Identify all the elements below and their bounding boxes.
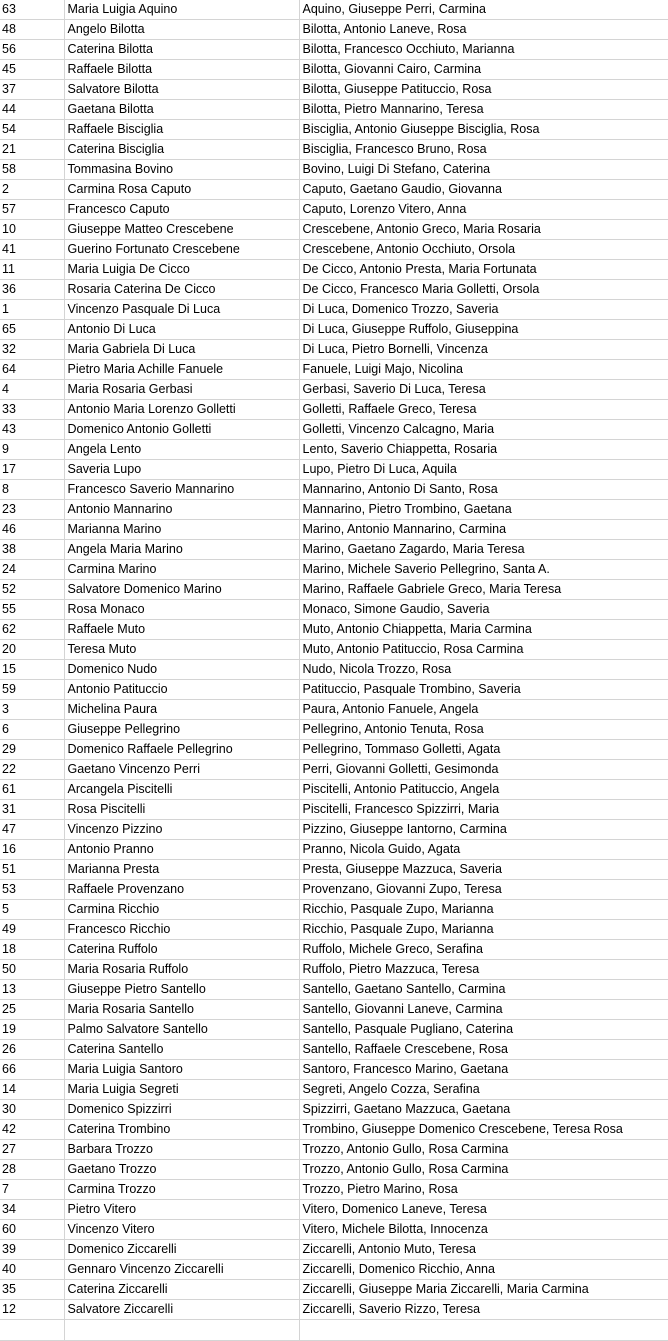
table-row <box>0 380 668 400</box>
table-row <box>0 1300 668 1320</box>
cell-person-name[interactable]: Antonio Mannarino <box>64 500 299 520</box>
cell-parents[interactable]: Santoro, Francesco Marino, Gaetana <box>299 1060 668 1080</box>
table-row <box>0 120 668 140</box>
cell-id-number[interactable]: 22 <box>0 760 64 780</box>
table-row <box>0 1160 668 1180</box>
empty-cell[interactable] <box>64 1320 299 1341</box>
table-row <box>0 1060 668 1080</box>
cell-id-number[interactable]: 38 <box>0 540 64 560</box>
table-row <box>0 700 668 720</box>
cell-id-number[interactable]: 65 <box>0 320 64 340</box>
table-row <box>0 980 668 1000</box>
cell-person-name[interactable]: Gennaro Vincenzo Ziccarelli <box>64 1260 299 1280</box>
table-row <box>0 1040 668 1060</box>
cell-person-name[interactable]: Salvatore Domenico Marino <box>64 580 299 600</box>
cell-parents[interactable]: Pellegrino, Tommaso Golletti, Agata <box>299 740 668 760</box>
cell-id-number[interactable]: 58 <box>0 160 64 180</box>
cell-id-number[interactable]: 6 <box>0 720 64 740</box>
table-row <box>0 560 668 580</box>
cell-id-number[interactable]: 49 <box>0 920 64 940</box>
cell-parents[interactable]: Segreti, Angelo Cozza, Serafina <box>299 1080 668 1100</box>
cell-id-number[interactable]: 13 <box>0 980 64 1000</box>
cell-id-number[interactable]: 28 <box>0 1160 64 1180</box>
cell-parents[interactable]: Patituccio, Pasquale Trombino, Saveria <box>299 680 668 700</box>
cell-person-name[interactable]: Carmina Marino <box>64 560 299 580</box>
cell-person-name[interactable]: Maria Gabriela Di Luca <box>64 340 299 360</box>
cell-id-number[interactable]: 53 <box>0 880 64 900</box>
cell-parents[interactable]: Ziccarelli, Giuseppe Maria Ziccarelli, Maria Carmina <box>299 1280 668 1300</box>
cell-person-name[interactable]: Angelo Bilotta <box>64 20 299 40</box>
cell-parents[interactable]: Ziccarelli, Domenico Ricchio, Anna <box>299 1260 668 1280</box>
cell-person-name[interactable]: Marianna Presta <box>64 860 299 880</box>
cell-parents[interactable]: Provenzano, Giovanni Zupo, Teresa <box>299 880 668 900</box>
cell-id-number[interactable]: 19 <box>0 1020 64 1040</box>
cell-parents[interactable]: Trozzo, Pietro Marino, Rosa <box>299 1180 668 1200</box>
cell-person-name[interactable]: Antonio Maria Lorenzo Golletti <box>64 400 299 420</box>
cell-id-number[interactable]: 3 <box>0 700 64 720</box>
table-row <box>0 80 668 100</box>
table-row <box>0 260 668 280</box>
table-row <box>0 600 668 620</box>
cell-id-number[interactable]: 7 <box>0 1180 64 1200</box>
cell-parents[interactable]: Lupo, Pietro Di Luca, Aquila <box>299 460 668 480</box>
cell-person-name[interactable]: Domenico Antonio Golletti <box>64 420 299 440</box>
cell-parents[interactable]: Vitero, Domenico Laneve, Teresa <box>299 1200 668 1220</box>
cell-parents[interactable]: Vitero, Michele Bilotta, Innocenza <box>299 1220 668 1240</box>
cell-parents[interactable]: Di Luca, Domenico Trozzo, Saveria <box>299 300 668 320</box>
table-row <box>0 1240 668 1260</box>
cell-id-number[interactable]: 36 <box>0 280 64 300</box>
table-row <box>0 180 668 200</box>
cell-person-name[interactable]: Giuseppe Pietro Santello <box>64 980 299 1000</box>
cell-id-number[interactable]: 18 <box>0 940 64 960</box>
cell-person-name[interactable]: Caterina Bilotta <box>64 40 299 60</box>
table-row <box>0 620 668 640</box>
cell-parents[interactable]: Caputo, Gaetano Gaudio, Giovanna <box>299 180 668 200</box>
cell-parents[interactable]: Trozzo, Antonio Gullo, Rosa Carmina <box>299 1140 668 1160</box>
cell-id-number[interactable]: 17 <box>0 460 64 480</box>
cell-person-name[interactable]: Caterina Santello <box>64 1040 299 1060</box>
cell-person-name[interactable]: Domenico Nudo <box>64 660 299 680</box>
cell-id-number[interactable]: 23 <box>0 500 64 520</box>
table-row <box>0 540 668 560</box>
cell-person-name[interactable]: Gaetana Bilotta <box>64 100 299 120</box>
cell-person-name[interactable]: Carmina Trozzo <box>64 1180 299 1200</box>
cell-id-number[interactable]: 5 <box>0 900 64 920</box>
cell-parents[interactable]: Santello, Gaetano Santello, Carmina <box>299 980 668 1000</box>
cell-person-name[interactable]: Giuseppe Matteo Crescebene <box>64 220 299 240</box>
cell-person-name[interactable]: Maria Luigia Segreti <box>64 1080 299 1100</box>
cell-person-name[interactable]: Vincenzo Pizzino <box>64 820 299 840</box>
cell-person-name[interactable]: Salvatore Bilotta <box>64 80 299 100</box>
cell-parents[interactable]: Bisciglia, Francesco Bruno, Rosa <box>299 140 668 160</box>
table-row <box>0 200 668 220</box>
cell-person-name[interactable]: Teresa Muto <box>64 640 299 660</box>
cell-id-number[interactable]: 16 <box>0 840 64 860</box>
table-row <box>0 960 668 980</box>
table-row <box>0 280 668 300</box>
cell-person-name[interactable]: Vincenzo Vitero <box>64 1220 299 1240</box>
cell-id-number[interactable]: 32 <box>0 340 64 360</box>
cell-parents[interactable]: Bilotta, Antonio Laneve, Rosa <box>299 20 668 40</box>
cell-id-number[interactable]: 50 <box>0 960 64 980</box>
cell-parents[interactable]: Perri, Giovanni Golletti, Gesimonda <box>299 760 668 780</box>
cell-parents[interactable]: Ziccarelli, Saverio Rizzo, Teresa <box>299 1300 668 1320</box>
empty-cell[interactable] <box>299 1320 668 1341</box>
cell-person-name[interactable]: Michelina Paura <box>64 700 299 720</box>
cell-parents[interactable]: Lento, Saverio Chiappetta, Rosaria <box>299 440 668 460</box>
cell-id-number[interactable]: 37 <box>0 80 64 100</box>
cell-parents[interactable]: De Cicco, Antonio Presta, Maria Fortunata <box>299 260 668 280</box>
cell-parents[interactable]: Bilotta, Giovanni Cairo, Carmina <box>299 60 668 80</box>
table-row <box>0 1100 668 1120</box>
table-row <box>0 1020 668 1040</box>
table-row <box>0 840 668 860</box>
cell-id-number[interactable]: 31 <box>0 800 64 820</box>
cell-parents[interactable]: Ziccarelli, Antonio Muto, Teresa <box>299 1240 668 1260</box>
table-row <box>0 100 668 120</box>
cell-id-number[interactable]: 45 <box>0 60 64 80</box>
cell-id-number[interactable]: 15 <box>0 660 64 680</box>
table-row <box>0 160 668 180</box>
cell-parents[interactable]: Caputo, Lorenzo Vitero, Anna <box>299 200 668 220</box>
table-row <box>0 680 668 700</box>
cell-parents[interactable]: Golletti, Raffaele Greco, Teresa <box>299 400 668 420</box>
cell-person-name[interactable]: Maria Rosaria Gerbasi <box>64 380 299 400</box>
table-row <box>0 1200 668 1220</box>
cell-id-number[interactable]: 14 <box>0 1080 64 1100</box>
table-row <box>0 640 668 660</box>
cell-person-name[interactable]: Antonio Patituccio <box>64 680 299 700</box>
cell-person-name[interactable]: Caterina Trombino <box>64 1120 299 1140</box>
cell-parents[interactable]: Trozzo, Antonio Gullo, Rosa Carmina <box>299 1160 668 1180</box>
table-row <box>0 400 668 420</box>
empty-row <box>0 1320 668 1341</box>
table-row <box>0 740 668 760</box>
cell-person-name[interactable]: Maria Rosaria Ruffolo <box>64 960 299 980</box>
cell-parents[interactable]: Bisciglia, Antonio Giuseppe Bisciglia, Rosa <box>299 120 668 140</box>
cell-id-number[interactable]: 55 <box>0 600 64 620</box>
table-row <box>0 1280 668 1300</box>
table-row <box>0 780 668 800</box>
cell-id-number[interactable]: 26 <box>0 1040 64 1060</box>
table-row <box>0 1220 668 1240</box>
cell-person-name[interactable]: Caterina Bisciglia <box>64 140 299 160</box>
cell-person-name[interactable]: Caterina Ruffolo <box>64 940 299 960</box>
cell-id-number[interactable]: 66 <box>0 1060 64 1080</box>
cell-parents[interactable]: Marino, Gaetano Zagardo, Maria Teresa <box>299 540 668 560</box>
cell-parents[interactable]: Nudo, Nicola Trozzo, Rosa <box>299 660 668 680</box>
cell-id-number[interactable]: 57 <box>0 200 64 220</box>
cell-parents[interactable]: Santello, Giovanni Laneve, Carmina <box>299 1000 668 1020</box>
cell-person-name[interactable]: Rosa Piscitelli <box>64 800 299 820</box>
cell-parents[interactable]: Ruffolo, Pietro Mazzuca, Teresa <box>299 960 668 980</box>
cell-parents[interactable]: Bovino, Luigi Di Stefano, Caterina <box>299 160 668 180</box>
cell-parents[interactable]: Piscitelli, Antonio Patituccio, Angela <box>299 780 668 800</box>
cell-parents[interactable]: Ricchio, Pasquale Zupo, Marianna <box>299 920 668 940</box>
cell-id-number[interactable]: 4 <box>0 380 64 400</box>
cell-id-number[interactable]: 20 <box>0 640 64 660</box>
cell-id-number[interactable]: 43 <box>0 420 64 440</box>
cell-id-number[interactable]: 59 <box>0 680 64 700</box>
cell-id-number[interactable]: 25 <box>0 1000 64 1020</box>
table-row <box>0 720 668 740</box>
table-row <box>0 320 668 340</box>
cell-person-name[interactable]: Caterina Ziccarelli <box>64 1280 299 1300</box>
cell-parents[interactable]: Spizzirri, Gaetano Mazzuca, Gaetana <box>299 1100 668 1120</box>
cell-parents[interactable]: Paura, Antonio Fanuele, Angela <box>299 700 668 720</box>
cell-person-name[interactable]: Maria Luigia De Cicco <box>64 260 299 280</box>
cell-parents[interactable]: Santello, Raffaele Crescebene, Rosa <box>299 1040 668 1060</box>
cell-id-number[interactable]: 44 <box>0 100 64 120</box>
cell-parents[interactable]: Gerbasi, Saverio Di Luca, Teresa <box>299 380 668 400</box>
table-row <box>0 220 668 240</box>
cell-id-number[interactable]: 33 <box>0 400 64 420</box>
table-row <box>0 940 668 960</box>
table-row <box>0 880 668 900</box>
cell-parents[interactable]: Crescebene, Antonio Occhiuto, Orsola <box>299 240 668 260</box>
cell-parents[interactable]: Presta, Giuseppe Mazzuca, Saveria <box>299 860 668 880</box>
table-row <box>0 40 668 60</box>
cell-person-name[interactable]: Gaetano Vincenzo Perri <box>64 760 299 780</box>
cell-parents[interactable]: Santello, Pasquale Pugliano, Caterina <box>299 1020 668 1040</box>
cell-parents[interactable]: Pellegrino, Antonio Tenuta, Rosa <box>299 720 668 740</box>
table-row <box>0 1000 668 1020</box>
cell-parents[interactable]: Marino, Antonio Mannarino, Carmina <box>299 520 668 540</box>
cell-parents[interactable]: Bilotta, Pietro Mannarino, Teresa <box>299 100 668 120</box>
cell-person-name[interactable]: Tommasina Bovino <box>64 160 299 180</box>
cell-parents[interactable]: Bilotta, Giuseppe Patituccio, Rosa <box>299 80 668 100</box>
table-row <box>0 1140 668 1160</box>
cell-id-number[interactable]: 2 <box>0 180 64 200</box>
cell-person-name[interactable]: Vincenzo Pasquale Di Luca <box>64 300 299 320</box>
cell-person-name[interactable]: Pietro Vitero <box>64 1200 299 1220</box>
cell-parents[interactable]: Golletti, Vincenzo Calcagno, Maria <box>299 420 668 440</box>
cell-person-name[interactable]: Domenico Ziccarelli <box>64 1240 299 1260</box>
cell-id-number[interactable]: 29 <box>0 740 64 760</box>
cell-id-number[interactable]: 47 <box>0 820 64 840</box>
cell-person-name[interactable]: Pietro Maria Achille Fanuele <box>64 360 299 380</box>
table-row <box>0 1080 668 1100</box>
table-row <box>0 520 668 540</box>
table-row <box>0 240 668 260</box>
cell-parents[interactable]: Mannarino, Pietro Trombino, Gaetana <box>299 500 668 520</box>
cell-parents[interactable]: Aquino, Giuseppe Perri, Carmina <box>299 0 668 20</box>
cell-parents[interactable]: Ruffolo, Michele Greco, Serafina <box>299 940 668 960</box>
cell-parents[interactable]: Pizzino, Giuseppe Iantorno, Carmina <box>299 820 668 840</box>
table-row <box>0 1120 668 1140</box>
empty-cell[interactable] <box>0 1320 64 1341</box>
table-row <box>0 360 668 380</box>
cell-parents[interactable]: Crescebene, Antonio Greco, Maria Rosaria <box>299 220 668 240</box>
cell-parents[interactable]: Fanuele, Luigi Majo, Nicolina <box>299 360 668 380</box>
table-row <box>0 440 668 460</box>
cell-person-name[interactable]: Maria Luigia Aquino <box>64 0 299 20</box>
cell-id-number[interactable]: 63 <box>0 0 64 20</box>
cell-person-name[interactable]: Gaetano Trozzo <box>64 1160 299 1180</box>
table-row <box>0 480 668 500</box>
cell-id-number[interactable]: 64 <box>0 360 64 380</box>
table-row <box>0 800 668 820</box>
table-row <box>0 1260 668 1280</box>
cell-id-number[interactable]: 61 <box>0 780 64 800</box>
cell-id-number[interactable]: 27 <box>0 1140 64 1160</box>
cell-id-number[interactable]: 10 <box>0 220 64 240</box>
cell-parents[interactable]: Piscitelli, Francesco Spizzirri, Maria <box>299 800 668 820</box>
table-row <box>0 460 668 480</box>
cell-person-name[interactable]: Saveria Lupo <box>64 460 299 480</box>
cell-id-number[interactable]: 11 <box>0 260 64 280</box>
table-row <box>0 1180 668 1200</box>
cell-person-name[interactable]: Palmo Salvatore Santello <box>64 1020 299 1040</box>
cell-parents[interactable]: Monaco, Simone Gaudio, Saveria <box>299 600 668 620</box>
cell-parents[interactable]: Pranno, Nicola Guido, Agata <box>299 840 668 860</box>
table-row <box>0 580 668 600</box>
cell-parents[interactable]: Muto, Antonio Chiappetta, Maria Carmina <box>299 620 668 640</box>
cell-id-number[interactable]: 60 <box>0 1220 64 1240</box>
cell-parents[interactable]: Bilotta, Francesco Occhiuto, Marianna <box>299 40 668 60</box>
cell-person-name[interactable]: Francesco Saverio Mannarino <box>64 480 299 500</box>
cell-person-name[interactable]: Barbara Trozzo <box>64 1140 299 1160</box>
cell-person-name[interactable]: Giuseppe Pellegrino <box>64 720 299 740</box>
cell-parents[interactable]: Trombino, Giuseppe Domenico Crescebene, Teresa Rosa <box>299 1120 668 1140</box>
cell-parents[interactable]: De Cicco, Francesco Maria Golletti, Orsola <box>299 280 668 300</box>
table-row <box>0 0 668 20</box>
cell-id-number[interactable]: 51 <box>0 860 64 880</box>
cell-parents[interactable]: Mannarino, Antonio Di Santo, Rosa <box>299 480 668 500</box>
cell-id-number[interactable]: 12 <box>0 1300 64 1320</box>
cell-id-number[interactable]: 24 <box>0 560 64 580</box>
cell-person-name[interactable]: Francesco Ricchio <box>64 920 299 940</box>
table-row <box>0 340 668 360</box>
cell-parents[interactable]: Marino, Michele Saverio Pellegrino, Santa A. <box>299 560 668 580</box>
cell-id-number[interactable]: 62 <box>0 620 64 640</box>
cell-person-name[interactable]: Marianna Marino <box>64 520 299 540</box>
cell-parents[interactable]: Ricchio, Pasquale Zupo, Marianna <box>299 900 668 920</box>
cell-id-number[interactable]: 54 <box>0 120 64 140</box>
cell-parents[interactable]: Di Luca, Giuseppe Ruffolo, Giuseppina <box>299 320 668 340</box>
table-row <box>0 60 668 80</box>
cell-person-name[interactable]: Maria Rosaria Santello <box>64 1000 299 1020</box>
cell-id-number[interactable]: 48 <box>0 20 64 40</box>
table-row <box>0 820 668 840</box>
cell-id-number[interactable]: 21 <box>0 140 64 160</box>
cell-id-number[interactable]: 35 <box>0 1280 64 1300</box>
cell-id-number[interactable]: 46 <box>0 520 64 540</box>
table-row <box>0 500 668 520</box>
cell-person-name[interactable]: Raffaele Muto <box>64 620 299 640</box>
cell-parents[interactable]: Marino, Raffaele Gabriele Greco, Maria Teresa <box>299 580 668 600</box>
cell-id-number[interactable]: 52 <box>0 580 64 600</box>
table-row <box>0 860 668 880</box>
cell-id-number[interactable]: 39 <box>0 1240 64 1260</box>
cell-person-name[interactable]: Arcangela Piscitelli <box>64 780 299 800</box>
cell-person-name[interactable]: Maria Luigia Santoro <box>64 1060 299 1080</box>
table-row <box>0 920 668 940</box>
cell-person-name[interactable]: Raffaele Provenzano <box>64 880 299 900</box>
cell-person-name[interactable]: Carmina Rosa Caputo <box>64 180 299 200</box>
cell-person-name[interactable]: Antonio Pranno <box>64 840 299 860</box>
cell-person-name[interactable]: Guerino Fortunato Crescebene <box>64 240 299 260</box>
table-row <box>0 140 668 160</box>
cell-person-name[interactable]: Francesco Caputo <box>64 200 299 220</box>
cell-id-number[interactable]: 9 <box>0 440 64 460</box>
cell-person-name[interactable]: Salvatore Ziccarelli <box>64 1300 299 1320</box>
cell-person-name[interactable]: Rosa Monaco <box>64 600 299 620</box>
cell-person-name[interactable]: Rosaria Caterina De Cicco <box>64 280 299 300</box>
cell-id-number[interactable]: 8 <box>0 480 64 500</box>
table-row <box>0 900 668 920</box>
cell-person-name[interactable]: Antonio Di Luca <box>64 320 299 340</box>
cell-person-name[interactable]: Domenico Spizzirri <box>64 1100 299 1120</box>
cell-person-name[interactable]: Carmina Ricchio <box>64 900 299 920</box>
cell-id-number[interactable]: 34 <box>0 1200 64 1220</box>
cell-id-number[interactable]: 56 <box>0 40 64 60</box>
cell-id-number[interactable]: 41 <box>0 240 64 260</box>
table-row <box>0 300 668 320</box>
cell-id-number[interactable]: 40 <box>0 1260 64 1280</box>
cell-person-name[interactable]: Raffaele Bilotta <box>64 60 299 80</box>
cell-parents[interactable]: Di Luca, Pietro Bornelli, Vincenza <box>299 340 668 360</box>
cell-id-number[interactable]: 30 <box>0 1100 64 1120</box>
cell-id-number[interactable]: 42 <box>0 1120 64 1140</box>
table-row <box>0 420 668 440</box>
table-row <box>0 760 668 780</box>
table-row <box>0 660 668 680</box>
cell-person-name[interactable]: Raffaele Bisciglia <box>64 120 299 140</box>
cell-person-name[interactable]: Angela Maria Marino <box>64 540 299 560</box>
cell-parents[interactable]: Muto, Antonio Patituccio, Rosa Carmina <box>299 640 668 660</box>
cell-id-number[interactable]: 1 <box>0 300 64 320</box>
cell-person-name[interactable]: Angela Lento <box>64 440 299 460</box>
table-row <box>0 20 668 40</box>
cell-person-name[interactable]: Domenico Raffaele Pellegrino <box>64 740 299 760</box>
